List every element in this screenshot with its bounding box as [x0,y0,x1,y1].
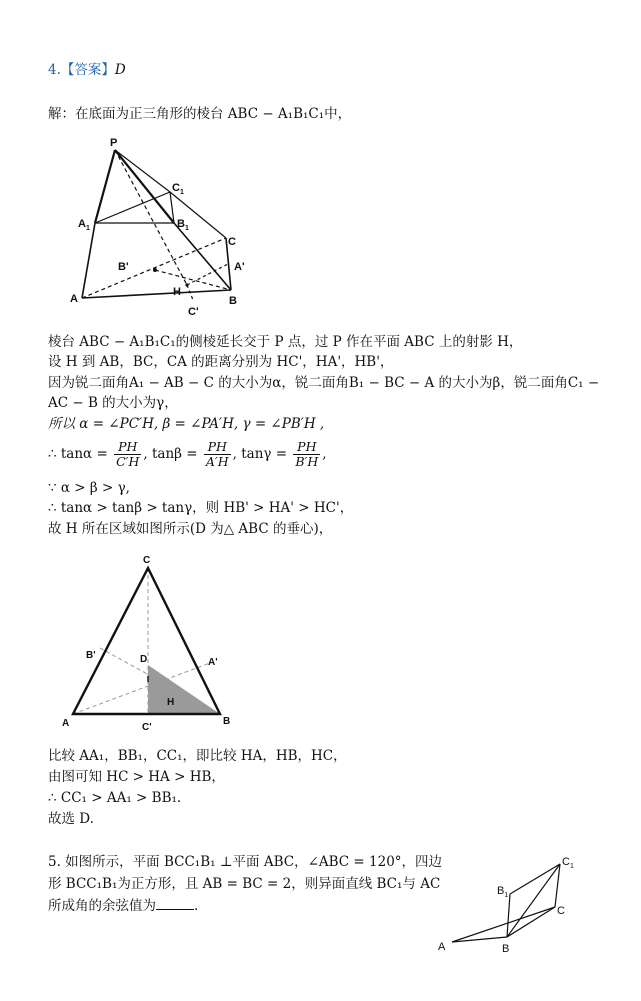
q5-line3: 所成角的余弦值为 . [48,898,199,914]
q5-line1: 5. 如图所示，平面 BCC₁B₁ ⊥平面 ABC，∠ABC = 120°，四边 [48,854,443,870]
tan-alpha-label: ∴ tanα = [48,446,108,462]
label-C-prime: C' [142,722,152,733]
label-B: B [502,943,510,955]
question-number: 4. [48,62,61,78]
solution-intro: 解：在底面为正三角形的棱台 ABC − A₁B₁C₁中， [48,106,352,122]
label-C: C [557,905,565,917]
square-plane-figure [432,852,592,967]
tan-gamma-fraction: $\frac{PH}{B'H}$ [295,439,319,469]
line-tangents: ∴ tanα = $\frac{PH}{C'H}$ , tanβ = $\frac{PH}{A'H}$ , tanγ = $\frac{PH}{B'H}$ , [48,439,327,469]
triangle-region-figure [60,550,250,740]
line-distances: 设 H 到 AB，BC，CA 的距离分别为 HC'，HA'，HB'， [48,354,394,370]
label-C1: $C_1$ [172,182,184,196]
answer-letter: D [114,62,126,78]
label-P: P [110,137,118,149]
line-therefore-tan: ∴ tanα > tanβ > tanγ，则 HB' > HA' > HC'， [48,500,354,516]
tan-gamma-label: , tanγ = [232,446,288,462]
label-B: B [229,295,237,307]
label-C: C [228,236,236,248]
label-D: D [140,654,148,665]
answer-header [48,60,126,80]
label-A-prime: A' [234,261,245,273]
line-angles: 所以 α = ∠PC′H, β = ∠PA′H, γ = ∠PB′H , [48,416,325,432]
label-B-prime: B' [86,650,96,661]
label-C1: $C_1$ [562,856,574,870]
tan-alpha-fraction: $\frac{PH}{C'H}$ [116,439,140,469]
tan-beta-label: , tanβ = [143,446,198,462]
line-compare: 比较 AA₁，BB₁，CC₁，即比较 HA，HB，HC， [48,748,347,764]
label-A: A [438,941,446,953]
label-B: B [223,716,231,727]
line-since: ∵ α > β > γ, [48,480,130,496]
label-C: C [143,555,151,566]
line-gamma: AC − B 的大小为γ， [48,395,178,411]
line-choose: 故选 D. [48,811,94,827]
answer-blank [156,897,194,910]
line-region: 故 H 所在区域如图所示(D 为△ ABC 的垂心)， [48,521,333,537]
line-therefore-edges: ∴ CC₁ > AA₁ > BB₁. [48,790,182,806]
q5-line2: 形 BCC₁B₁为正方形，且 AB = BC = 2，则异面直线 BC₁与 AC [48,876,441,892]
tan-beta-fraction: $\frac{PH}{A'H}$ [205,439,229,469]
label-H: H [167,697,175,708]
label-C-prime: C' [188,306,199,318]
label-H: H [173,286,181,298]
answer-tag: 【答案】 [60,62,115,78]
label-A1: $A_1$ [78,218,90,232]
label-B-prime: B' [118,261,129,273]
line-dihedral: 因为锐二面角A₁ − AB − C 的大小为α，锐二面角B₁ − BC − A 的大小为β，锐二面角C₁ − [48,375,600,391]
label-A: A [62,718,70,729]
label-B1: $B_1$ [497,885,509,899]
label-A: A [70,293,78,305]
label-B1: $B_1$ [177,218,189,232]
label-A-prime: A' [208,657,218,668]
line-extension: 棱台 ABC − A₁B₁C₁的侧棱延长交于 P 点，过 P 作在平面 ABC 上的射影 H， [48,334,523,350]
line-from-figure: 由图可知 HC > HA > HB， [48,769,225,785]
frustum-figure [60,130,260,320]
